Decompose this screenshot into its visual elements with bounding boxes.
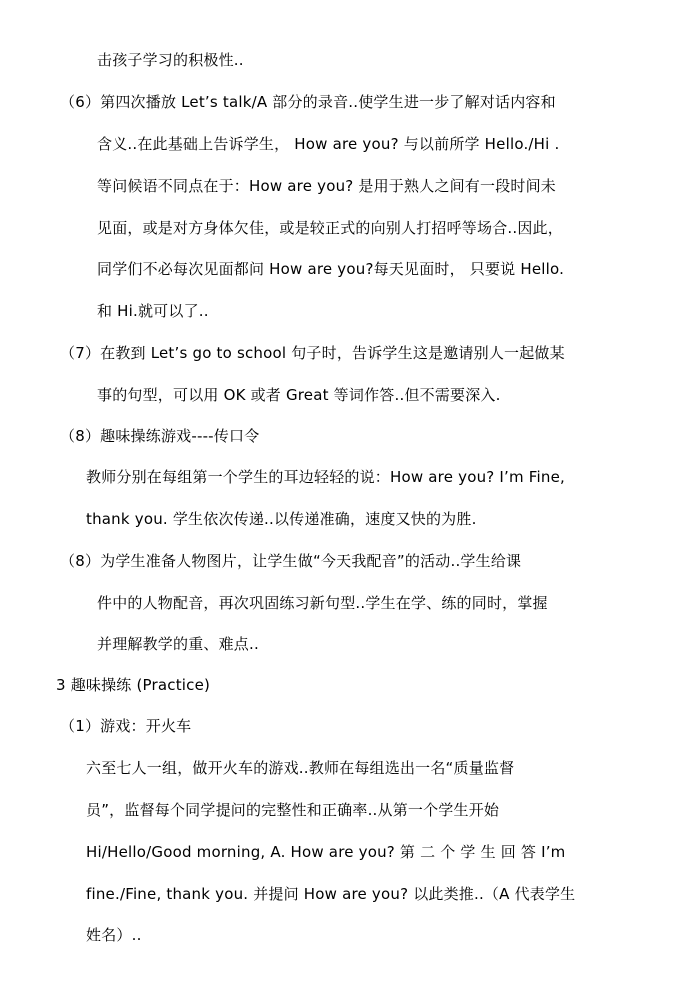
text-line: 姓名）.. bbox=[86, 926, 142, 944]
paragraph-8b-line: （8）为学生准备人物图片，让学生做“今天我配音”的活动..学生给课 bbox=[60, 552, 522, 570]
text-line: 员”，监督每个同学提问的完整性和正确率..从第一个学生开始 bbox=[86, 801, 500, 819]
text-line: 击孩子学习的积极性.. bbox=[97, 51, 244, 69]
text-line: 并理解教学的重、难点.. bbox=[97, 635, 259, 653]
text-line: 同学们不必每次见面都问 How are you?每天见面时， 只要说 Hello. bbox=[97, 260, 565, 278]
paragraph-6-line: （6）第四次播放 Let’s talk/A 部分的录音..使学生进一步了解对话内容和 bbox=[60, 93, 556, 111]
text-line: 含义..在此基础上告诉学生， How are you? 与以前所学 Hello./Hi . bbox=[97, 135, 560, 153]
text-line: fine./Fine, thank you. 并提问 How are you? 以此类推..（A 代表学生 bbox=[86, 885, 576, 903]
paragraph-8-heading: （8）趣味操练游戏----传口令 bbox=[60, 427, 260, 445]
text-line: 等问候语不同点在于：How are you? 是用于熟人之间有一段时间未 bbox=[97, 177, 557, 195]
text-line: thank you. 学生依次传递..以传递准确，速度又快的为胜. bbox=[86, 510, 477, 528]
section-3-heading: 3 趣味操练 (Practice) bbox=[56, 676, 211, 694]
text-line: 事的句型，可以用 OK 或者 Great 等词作答..但不需要深入. bbox=[97, 386, 501, 404]
text-line: 件中的人物配音，再次巩固练习新句型..学生在学、练的同时，掌握 bbox=[97, 594, 548, 612]
text-line: 和 Hi.就可以了.. bbox=[97, 302, 209, 320]
subsection-1-heading: （1）游戏：开火车 bbox=[60, 717, 192, 735]
text-line: Hi/Hello/Good morning, A. How are you? 第 二 个 学 生 回 答 I’m bbox=[86, 843, 566, 861]
text-line: 见面，或是对方身体欠佳，或是较正式的向别人打招呼等场合..因此， bbox=[97, 219, 563, 237]
text-line: 教师分别在每组第一个学生的耳边轻轻的说：How are you? I’m Fine, bbox=[86, 468, 565, 486]
text-line: 六至七人一组，做开火车的游戏..教师在每组选出一名“质量监督 bbox=[86, 759, 515, 777]
paragraph-7-line: （7）在教到 Let’s go to school 句子时，告诉学生这是邀请别人一起做某 bbox=[60, 344, 565, 362]
